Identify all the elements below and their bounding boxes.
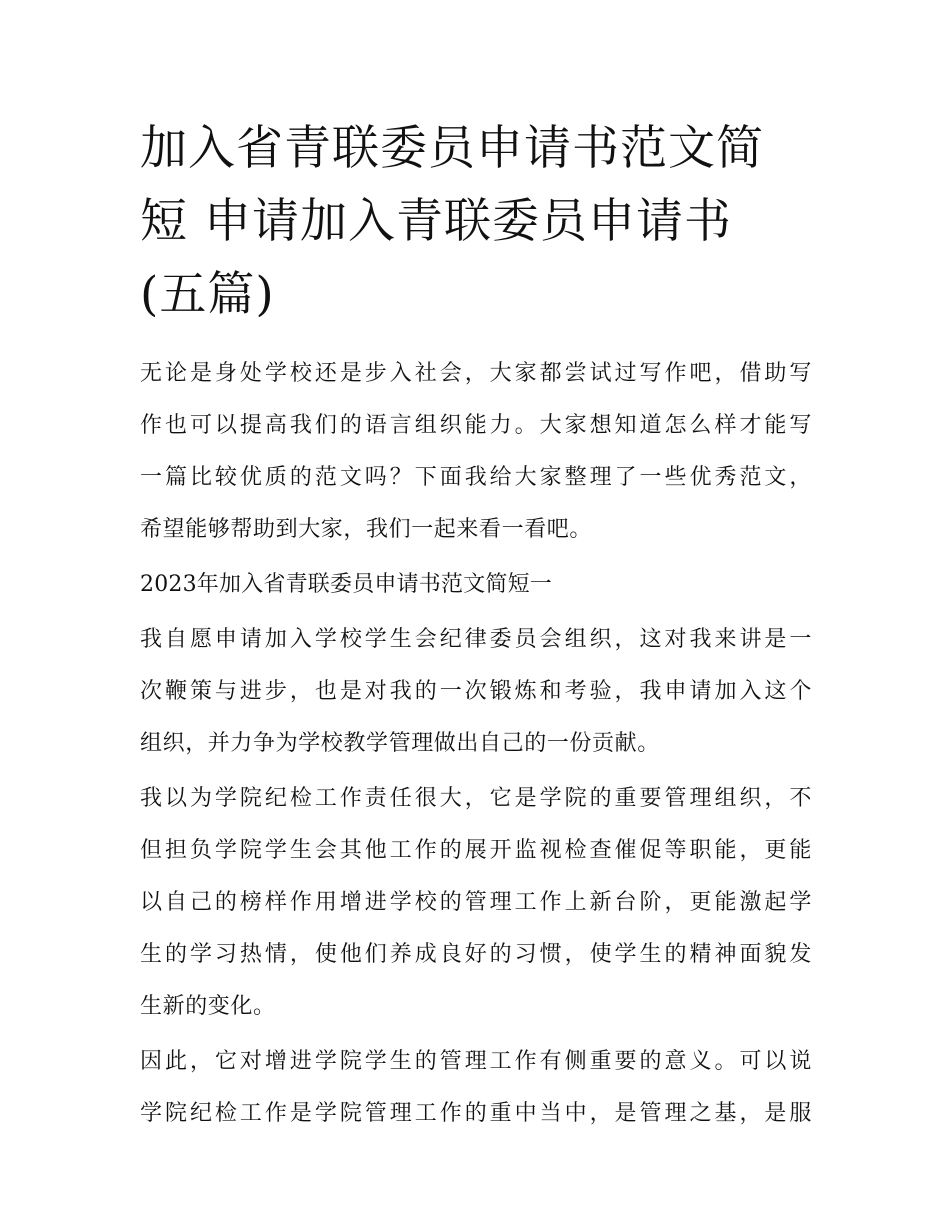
- text-line: 次鞭策与进步，也是对我的一次锻炼和考验，我申请加入这个: [140, 679, 812, 704]
- body-paragraph: [140, 614, 812, 770]
- document-page: [140, 112, 812, 1143]
- text-line: 我以为学院纪检工作责任很大，它是学院的重要管理组织，不: [140, 786, 812, 811]
- body-paragraph: [140, 1036, 812, 1140]
- text-line: 无论是身处学校还是步入社会，大家都尝试过写作吧，借助写: [140, 361, 812, 386]
- text-line: 我自愿申请加入学校学生会纪律委员会组织，这对我来讲是一: [140, 627, 812, 652]
- text-line: 作也可以提高我们的语言组织能力。大家想知道怎么样才能写: [140, 413, 812, 438]
- document-title: [140, 112, 812, 331]
- intro-paragraph: [140, 348, 812, 556]
- text-line: 希望能够帮助到大家，我们一起来看一看吧。: [140, 517, 593, 542]
- text-line: 以自己的榜样作用增进学校的管理工作上新台阶，更能激起学: [140, 890, 812, 915]
- text-line: 一篇比较优质的范文吗？下面我给大家整理了一些优秀范文，: [140, 465, 812, 490]
- body-paragraph: [140, 773, 812, 1033]
- text-line: 生的学习热情，使他们养成良好的习惯，使学生的精神面貌发: [140, 942, 812, 967]
- text-line: 生新的变化。: [140, 994, 276, 1019]
- section-heading: 2023年加入省青联委员申请书范文简短一: [140, 572, 552, 597]
- text-line: 组织，并力争为学校教学管理做出自己的一份贡献。: [140, 731, 660, 756]
- title-line: 加入省青联委员申请书范文简: [140, 121, 764, 176]
- text-line: 学院纪检工作是学院管理工作的重中当中，是管理之基，是服: [140, 1101, 812, 1126]
- text-line: 因此，它对增进学院学生的管理工作有侧重要的意义。可以说: [140, 1049, 812, 1074]
- title-line: (五篇): [140, 267, 275, 322]
- text-line: 但担负学院学生会其他工作的展开监视检查催促等职能，更能: [140, 838, 812, 863]
- title-line: 短 申请加入青联委员申请书: [140, 194, 732, 249]
- document-body: [140, 348, 812, 1140]
